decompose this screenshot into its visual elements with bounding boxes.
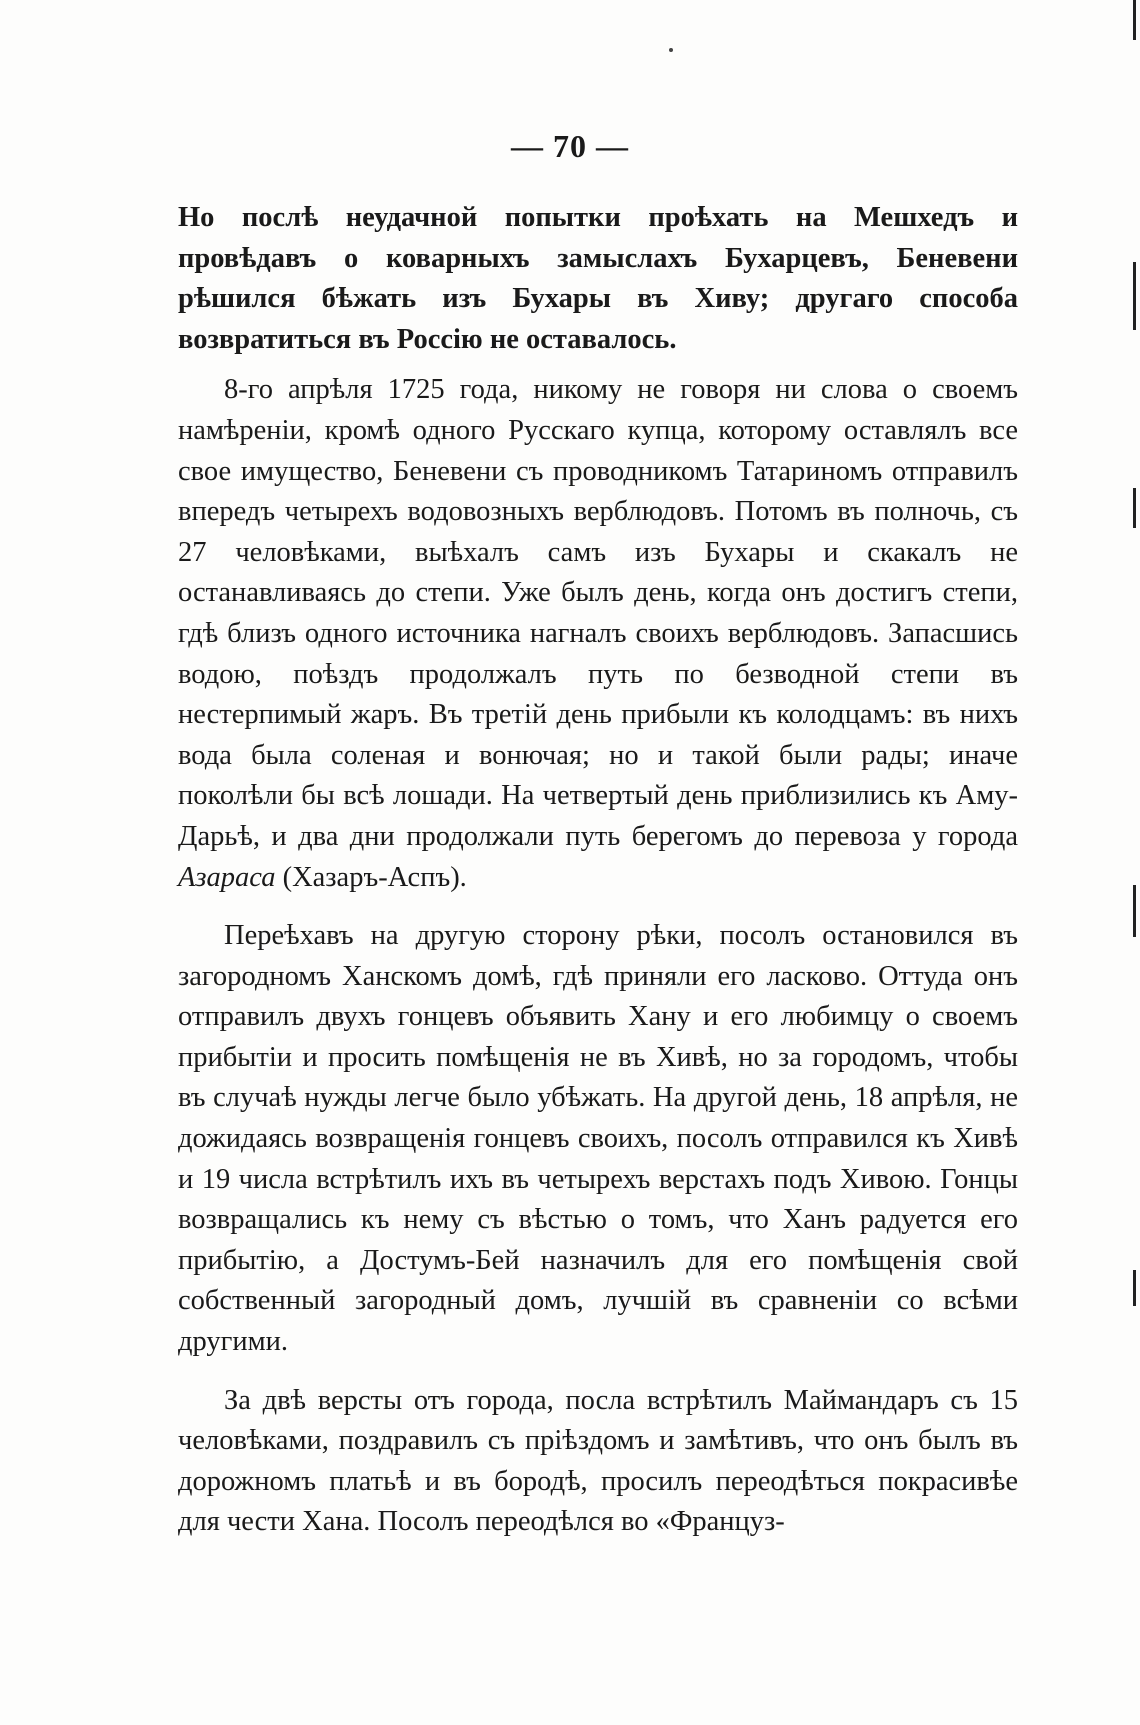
page-number: — 70 — bbox=[511, 128, 629, 164]
paragraph-2-text: 8-го апрѣля 1725 года, никому не говоря ни слова о своемъ намѣреніи, кромѣ одного Русскаго купца, которому оставлялъ все свое имущество, Беневени съ проводникомъ Татариномъ отправилъ впередъ четырехъ водовозныхъ верблюдовъ. Потомъ въ полночь, съ 27 человѣками, выѣхалъ самъ изъ Бухары и скакалъ не останавливаясь до степи. Уже былъ день, когда онъ достигъ степи, гдѣ близъ одного источника нагналъ своихъ верблюдовъ. Запасшись водою, поѣздъ продолжалъ путь по безводной степи въ нестерпимый жаръ. Въ третій день прибыли къ колодцамъ: въ нихъ вода была соленая и вонючая; но и такой были рады; иначе поколѣли бы всѣ лошади. На четвертый день приблизились къ Аму-Дарьѣ, и два дни продолжали путь берегомъ до перевоза у города bbox=[178, 374, 1018, 852]
scan-edge-mark bbox=[1133, 885, 1136, 937]
body-text bbox=[178, 198, 1018, 1543]
paragraph-3: Переѣхавъ на другую сторону рѣки, посолъ остановился въ загородномъ Ханскомъ домѣ, гдѣ приняли его ласково. Оттуда онъ отправилъ двухъ гонцевъ объявить Хану и его любимцу о своемъ прибытіи и просить помѣщенія не въ Хивѣ, но за городомъ, чтобы въ случаѣ нужды легче было убѣжать. На другой день, 18 апрѣля, не дожидаясь возвращенія гонцевъ своихъ, посолъ отправился къ Хивѣ и 19 числа встрѣтилъ ихъ въ четырехъ верстахъ подъ Хивою. Гонцы возвращались къ нему съ вѣстью о томъ, что Ханъ радуется его прибытію, а Достумъ-Бей назначилъ для его помѣщенія свой собственный загородный домъ, лучшій въ сравненіи со всѣми другими. bbox=[178, 920, 1018, 1358]
scan-edge-mark bbox=[1133, 0, 1136, 40]
paragraph-4: За двѣ версты отъ города, посла встрѣтилъ Маймандаръ съ 15 человѣками, поздравилъ съ пріѣздомъ и замѣтивъ, что онъ былъ въ дорожномъ платьѣ и въ бородѣ, просилъ переодѣться покрасивѣе для чести Хана. Посолъ переодѣлся во «Француз- bbox=[178, 1384, 1018, 1538]
paragraph-2-italic-place: Азараса bbox=[178, 861, 276, 893]
scan-edge-mark bbox=[1133, 1270, 1136, 1306]
paragraph-2-tail: (Хазаръ-Аспъ). bbox=[275, 861, 467, 893]
speck-mark bbox=[669, 48, 673, 52]
scan-edge-mark bbox=[1133, 488, 1136, 528]
paragraph-2 bbox=[178, 370, 1018, 898]
paragraph-1: Но послѣ неудачной попытки проѣхать на Мешхедъ и провѣдавъ о коварныхъ замыслахъ Бухарцевъ, Беневени рѣшился бѣжать изъ Бухары въ Хиву; другаго способа возвратиться въ Россію не оставалось. bbox=[178, 202, 1018, 355]
scan-edge-mark bbox=[1133, 262, 1136, 330]
